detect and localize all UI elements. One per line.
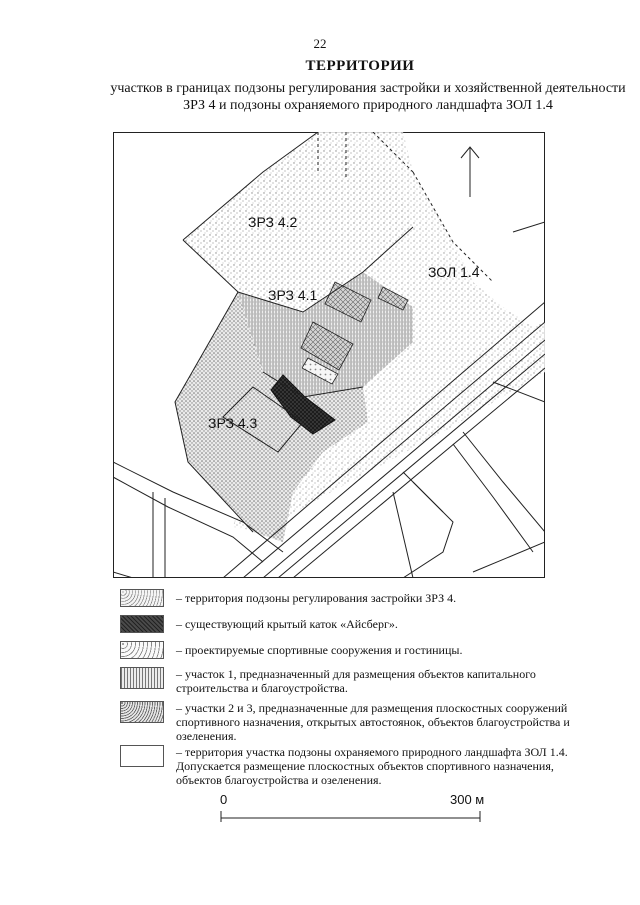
legend-swatch-light (120, 589, 164, 607)
site-map (113, 132, 545, 578)
legend-swatch-dense (120, 701, 164, 723)
legend-swatch-vertical (120, 667, 164, 689)
page-number: 22 (313, 36, 327, 51)
legend-swatch-dark (120, 615, 164, 633)
label-zol-1-4: ЗОЛ 1.4 (428, 264, 480, 280)
label-zrz-4-1: ЗРЗ 4.1 (268, 287, 318, 303)
legend-text: – участок 1, предназначенный для размещения объектов капитального строительства и благоустройства. (176, 667, 536, 695)
legend-text: – проектируемые спортивные сооружения и гостиницы. (176, 643, 463, 657)
scale-end-label: 300 м (450, 792, 485, 807)
page-title: ТЕРРИТОРИИ (305, 58, 415, 74)
legend-swatch-dotted (120, 641, 164, 659)
legend-text: – участки 2 и 3, предназначенные для размещения плоскостных сооружений спортивного назначения, открытых автостоянок, объектов благоустройства и озеленения. (176, 701, 570, 743)
page-subtitle: участков в границах подзоны регулирования застройки и хозяйственной деятельности ЗРЗ 4 и подзоны охраняемого природного ландшафта ЗОЛ 1.4 (110, 81, 626, 113)
scale-line (220, 810, 482, 824)
legend-text: – территория участка подзоны охраняемого природного ландшафта ЗОЛ 1.4. Допускается размещение плоскостных объектов спортивного назначения, объектов благоустройства и озеленения. (176, 745, 568, 787)
scale-start-label: 0 (220, 792, 228, 807)
label-zrz-4-2: ЗРЗ 4.2 (248, 214, 298, 230)
scale-bar (210, 792, 490, 832)
label-zrz-4-3: ЗРЗ 4.3 (208, 415, 258, 431)
legend-text: – территория подзоны регулирования застройки ЗРЗ 4. (176, 591, 457, 605)
legend-swatch-blank (120, 745, 164, 767)
legend-text: – существующий крытый каток «Айсберг». (176, 617, 398, 631)
